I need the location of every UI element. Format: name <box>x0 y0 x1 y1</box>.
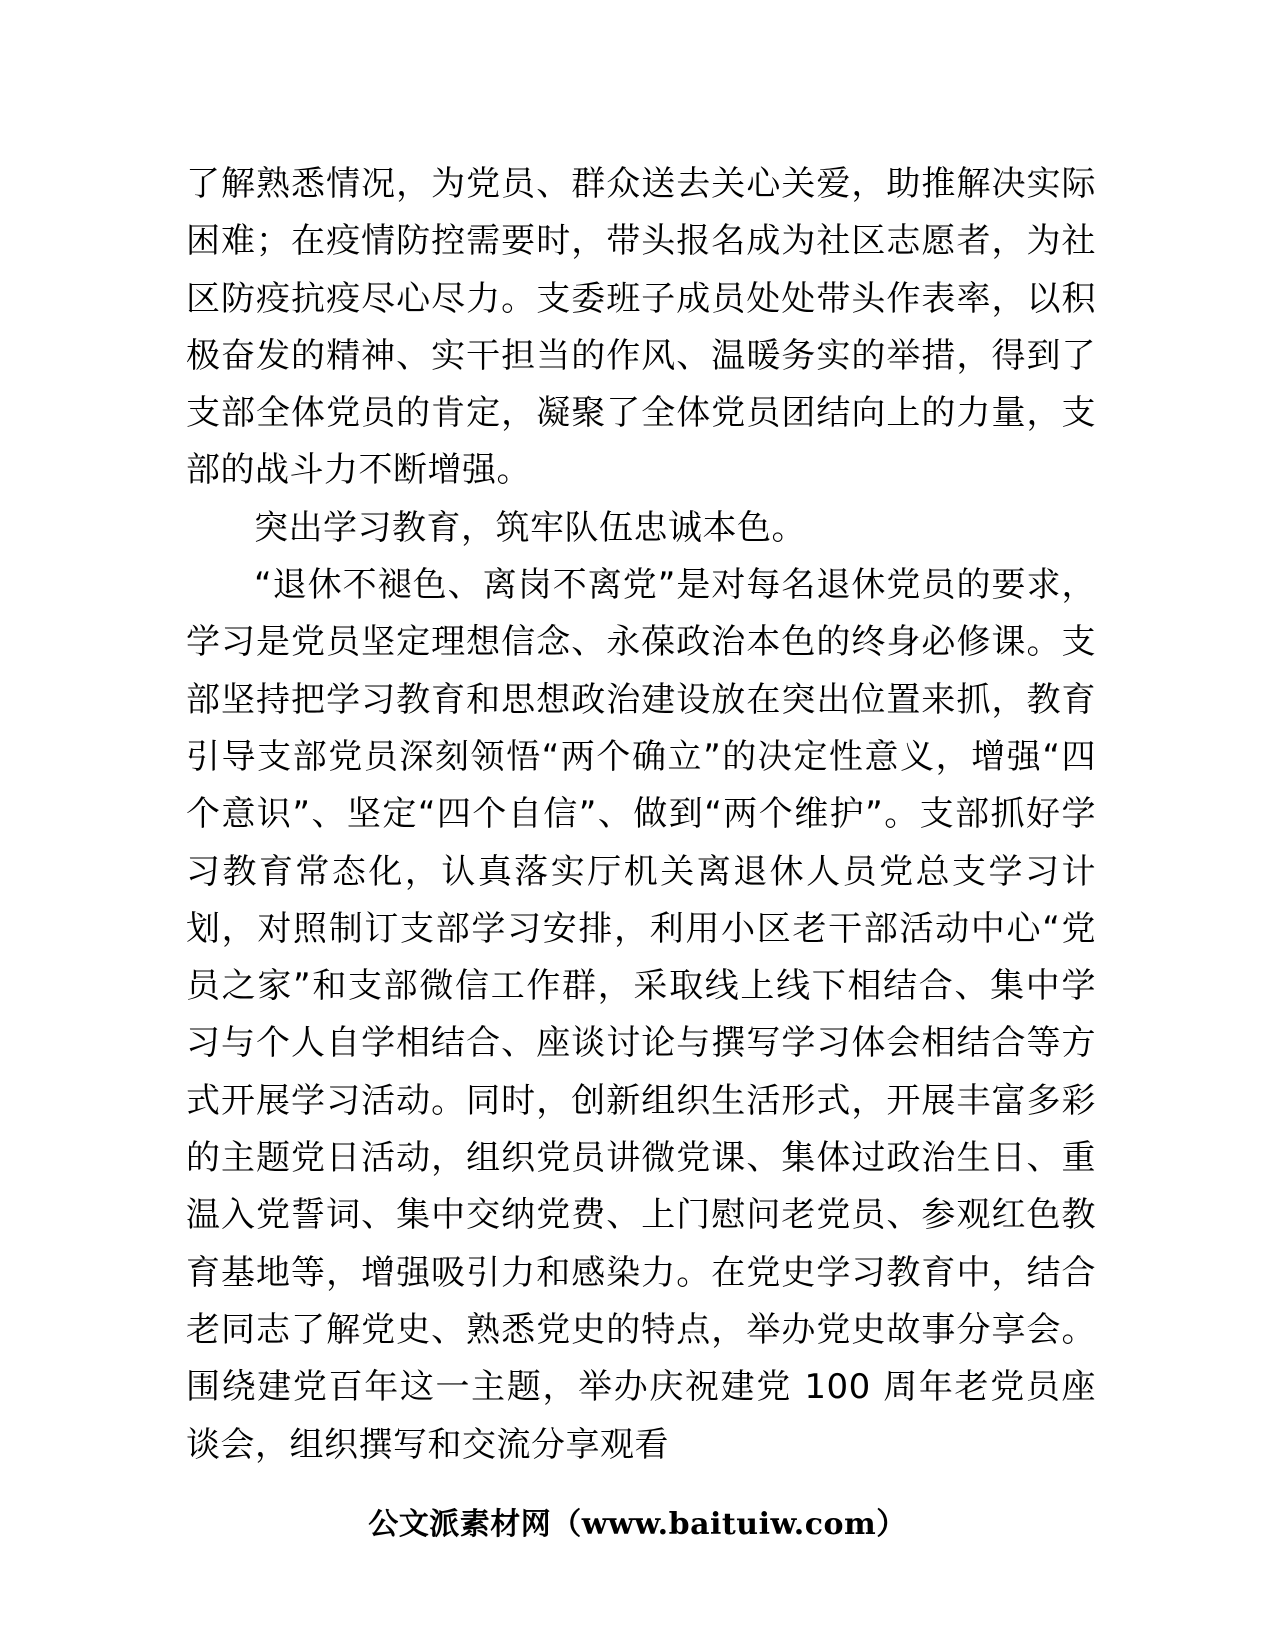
paragraph-3: “退休不褪色、离岗不离党”是对每名退休党员的要求，学习是党员坚定理想信念、永葆政治本色的终身必修课。支部坚持把学习教育和思想政治建设放在突出位置来抓，教育引导支部党员深刻领悟“两个确立”的决定性意义，增强“四个意识”、坚定“四个自信”、做到“两个维护”。支部抓好学习教育常态化，认真落实厅机关离退休人员党总支学习计划，对照制订支部学习安排，利用小区老干部活动中心“党员之家”和支部微信工作群，采取线上线下相结合、集中学习与个人自学相结合、座谈讨论与撰写学习体会相结合等方式开展学习活动。同时，创新组织生活形式，开展丰富多彩的主题党日活动，组织党员讲微党课、集体过政治生日、重温入党誓词、集中交纳党费、上门慰问老党员、参观红色教育基地等，增强吸引力和感染力。在党史学习教育中，结合老同志了解党史、熟悉党史的特点，举办党史故事分享会。围绕建党百年这一主题，举办庆祝建党 100 周年老党员座谈会，组织撰写和交流分享观看 <box>186 565 1096 1465</box>
footer-watermark: 公文派素材网（www.baituiw.com） <box>368 1507 907 1542</box>
paragraph-1: 了解熟悉情况，为党员、群众送去关心关爱，助推解决实际困难；在疫情防控需要时，带头报名成为社区志愿者，为社区防疫抗疫尽心尽力。支委班子成员处处带头作表率，以积极奋发的精神、实干担当的作风、温暖务实的举措，得到了支部全体党员的肯定，凝聚了全体党员团结向上的力量，支部的战斗力不断增强。 <box>186 164 1096 491</box>
paragraph-2-heading: 突出学习教育，筑牢队伍忠诚本色。 <box>254 507 806 548</box>
document-body <box>186 156 1096 1474</box>
